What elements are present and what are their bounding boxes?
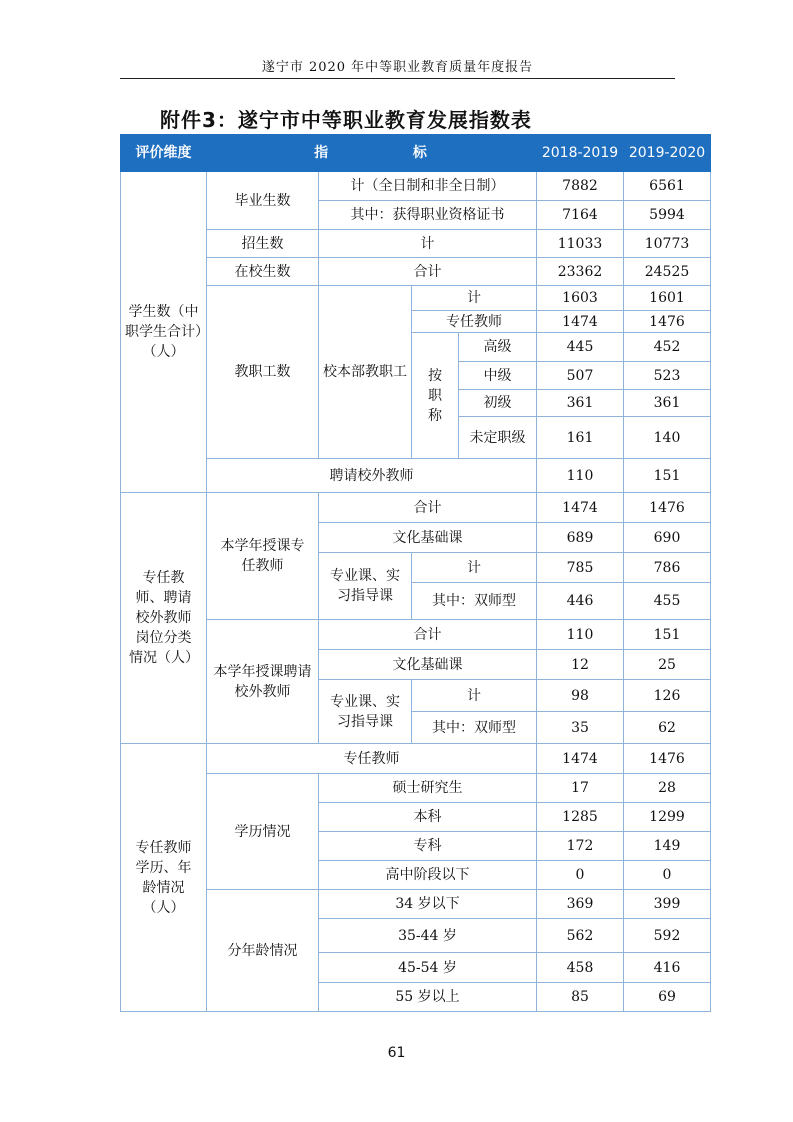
value-cell: 592 — [624, 919, 711, 953]
table-row — [121, 459, 711, 493]
indicator-cell: 计 — [319, 230, 537, 258]
value-cell: 689 — [537, 523, 624, 553]
value-cell: 151 — [624, 620, 711, 650]
value-cell: 17 — [537, 774, 624, 803]
page-number: 61 — [387, 1045, 406, 1061]
value-cell: 399 — [624, 890, 711, 919]
value-cell: 23362 — [537, 258, 624, 286]
value-cell: 7882 — [537, 172, 624, 201]
value-cell: 6561 — [624, 172, 711, 201]
dimension-cell: 专任教师学历、年龄情况（人） — [121, 744, 207, 1012]
value-cell: 786 — [624, 553, 711, 583]
indicator-cell: 本学年授课聘请校外教师 — [207, 620, 319, 744]
value-cell: 1603 — [537, 286, 624, 311]
indicator-cell: 毕业生数 — [207, 172, 319, 230]
table-row — [121, 493, 711, 523]
indicator-cell: 55 岁以上 — [319, 983, 537, 1012]
indicator-cell: 45-54 岁 — [319, 953, 537, 983]
indicator-cell: 专任教师 — [207, 744, 537, 774]
table-row — [121, 890, 711, 919]
value-cell: 1476 — [624, 493, 711, 523]
indicator-cell: 校本部教职工 — [319, 286, 412, 459]
value-cell: 85 — [537, 983, 624, 1012]
value-cell: 69 — [624, 983, 711, 1012]
indicator-cell: 在校生数 — [207, 258, 319, 286]
value-cell: 24525 — [624, 258, 711, 286]
value-cell: 690 — [624, 523, 711, 553]
indicator-cell: 其中：双师型 — [412, 712, 537, 744]
indicator-cell: 文化基础课 — [319, 650, 537, 680]
value-cell: 151 — [624, 459, 711, 493]
value-cell: 1476 — [624, 744, 711, 774]
value-cell: 452 — [624, 333, 711, 362]
indicator-cell: 教职工数 — [207, 286, 319, 459]
value-cell: 11033 — [537, 230, 624, 258]
col-dimension: 评价维度 — [121, 135, 207, 172]
value-cell: 416 — [624, 953, 711, 983]
value-cell: 25 — [624, 650, 711, 680]
value-cell: 562 — [537, 919, 624, 953]
value-cell: 785 — [537, 553, 624, 583]
indicator-cell: 合计 — [319, 258, 537, 286]
value-cell: 1474 — [537, 493, 624, 523]
indicator-cell: 中级 — [459, 362, 537, 390]
value-cell: 12 — [537, 650, 624, 680]
dimension-cell: 专任教师、聘请校外教师岗位分类情况（人） — [121, 493, 207, 744]
indicator-cell: 高级 — [459, 333, 537, 362]
indicator-cell: 合计 — [319, 493, 537, 523]
indicator-cell: 按职称 — [412, 333, 459, 459]
table-row — [121, 258, 711, 286]
indicator-cell: 34 岁以下 — [319, 890, 537, 919]
value-cell: 507 — [537, 362, 624, 390]
header-divider — [120, 78, 675, 79]
indicator-cell: 35-44 岁 — [319, 919, 537, 953]
table-row — [121, 774, 711, 803]
value-cell: 5994 — [624, 201, 711, 230]
value-cell: 446 — [537, 583, 624, 620]
value-cell: 1476 — [624, 311, 711, 333]
value-cell: 7164 — [537, 201, 624, 230]
value-cell: 361 — [624, 390, 711, 417]
table-row — [121, 620, 711, 650]
col-indicator: 指 标 — [207, 135, 537, 172]
value-cell: 110 — [537, 459, 624, 493]
col-year-2: 2019-2020 — [624, 135, 711, 172]
table-row — [121, 172, 711, 201]
value-cell: 140 — [624, 417, 711, 459]
value-cell: 98 — [537, 680, 624, 712]
indicator-cell: 本学年授课专任教师 — [207, 493, 319, 620]
indicator-cell: 聘请校外教师 — [207, 459, 537, 493]
value-cell: 172 — [537, 832, 624, 861]
value-cell: 126 — [624, 680, 711, 712]
indicator-cell: 合计 — [319, 620, 537, 650]
indicator-cell: 初级 — [459, 390, 537, 417]
indicator-cell: 计 — [412, 553, 537, 583]
indicator-cell: 文化基础课 — [319, 523, 537, 553]
value-cell: 35 — [537, 712, 624, 744]
table-row — [121, 744, 711, 774]
indicator-cell: 计 — [412, 286, 537, 311]
indicator-cell: 分年龄情况 — [207, 890, 319, 1012]
value-cell: 0 — [537, 861, 624, 890]
value-cell: 1285 — [537, 803, 624, 832]
value-cell: 1299 — [624, 803, 711, 832]
value-cell: 1474 — [537, 311, 624, 333]
value-cell: 0 — [624, 861, 711, 890]
value-cell: 10773 — [624, 230, 711, 258]
indicator-cell: 招生数 — [207, 230, 319, 258]
indicator-cell: 本科 — [319, 803, 537, 832]
value-cell: 110 — [537, 620, 624, 650]
indicator-cell: 未定职级 — [459, 417, 537, 459]
page-title: 附件3：遂宁市中等职业教育发展指数表 — [160, 108, 532, 132]
table-row — [121, 286, 711, 311]
value-cell: 149 — [624, 832, 711, 861]
indicator-cell: 其中：双师型 — [412, 583, 537, 620]
table-header-row — [121, 135, 711, 172]
value-cell: 445 — [537, 333, 624, 362]
value-cell: 369 — [537, 890, 624, 919]
index-table — [120, 134, 711, 1012]
indicator-cell: 专任教师 — [412, 311, 537, 333]
indicator-cell: 专业课、实习指导课 — [319, 680, 412, 744]
value-cell: 455 — [624, 583, 711, 620]
value-cell: 62 — [624, 712, 711, 744]
value-cell: 1474 — [537, 744, 624, 774]
indicator-cell: 计（全日制和非全日制） — [319, 172, 537, 201]
value-cell: 161 — [537, 417, 624, 459]
indicator-cell: 专业课、实习指导课 — [319, 553, 412, 620]
col-year-1: 2018-2019 — [537, 135, 624, 172]
value-cell: 361 — [537, 390, 624, 417]
indicator-cell: 专科 — [319, 832, 537, 861]
running-header: 遂宁市 2020 年中等职业教育质量年度报告 — [261, 60, 534, 75]
dimension-cell: 学生数（中职学生合计）（人） — [121, 172, 207, 493]
value-cell: 523 — [624, 362, 711, 390]
indicator-cell: 高中阶段以下 — [319, 861, 537, 890]
indicator-cell: 计 — [412, 680, 537, 712]
indicator-cell: 其中：获得职业资格证书 — [319, 201, 537, 230]
value-cell: 1601 — [624, 286, 711, 311]
table-row — [121, 230, 711, 258]
indicator-cell: 学历情况 — [207, 774, 319, 890]
value-cell: 458 — [537, 953, 624, 983]
indicator-cell: 硕士研究生 — [319, 774, 537, 803]
value-cell: 28 — [624, 774, 711, 803]
